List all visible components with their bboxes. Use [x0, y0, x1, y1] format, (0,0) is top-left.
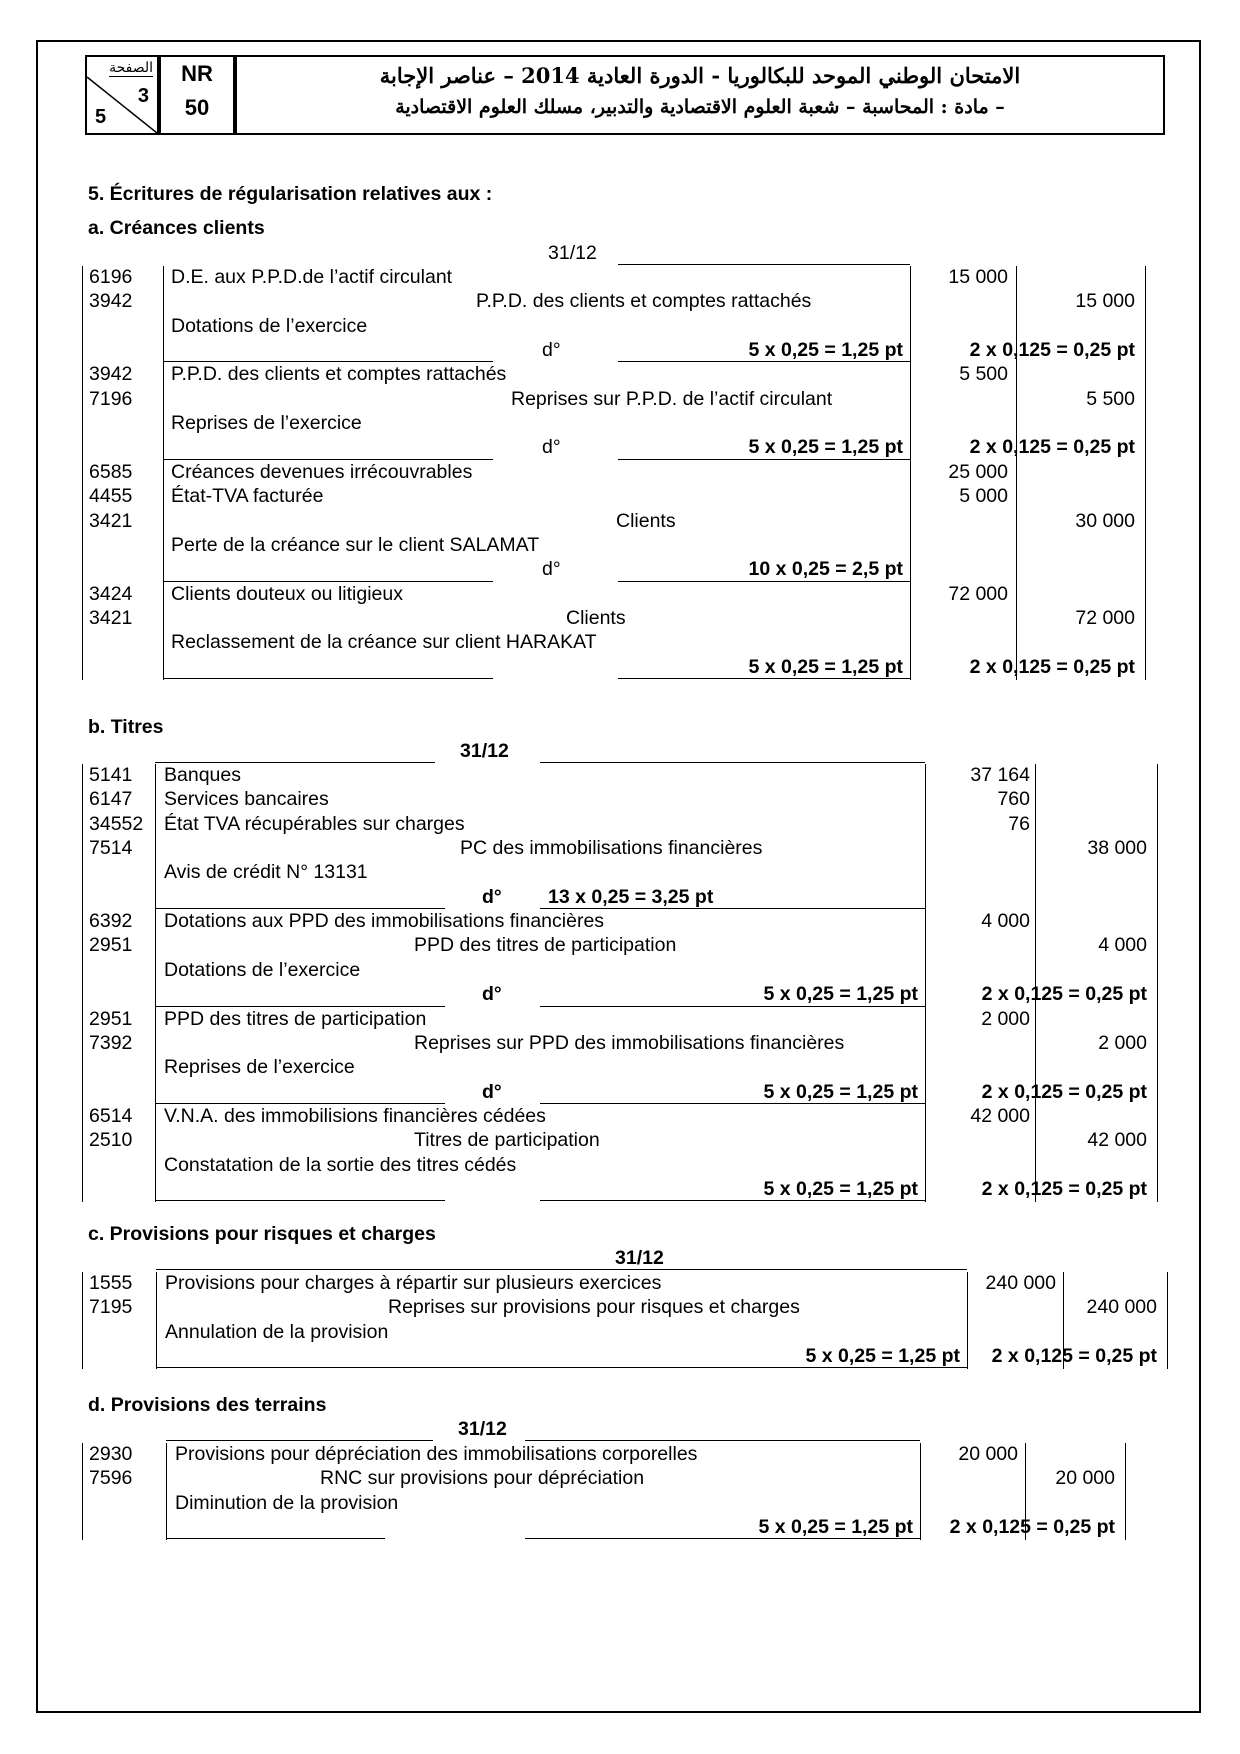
ditto-mark: d°: [482, 885, 502, 908]
entry-separator-left: [166, 1538, 385, 1539]
entry-separator-left: [155, 1006, 445, 1007]
section-c-date-line-right: [550, 1269, 967, 1270]
section-b-label-line: [155, 764, 156, 1202]
entry-label: Titres de participation: [414, 1129, 600, 1152]
entry-label: Perte de la créance sur le client SALAMAT: [171, 533, 540, 556]
entry-separator-right: [550, 1367, 967, 1368]
account-number: 6196: [89, 266, 133, 288]
score-secondary: 2 x 0,125 = 0,25 pt: [981, 983, 1147, 1006]
page-label: الصفحة: [109, 59, 153, 75]
entry-separator-right: [540, 1103, 925, 1104]
entry-label: Diminution de la provision: [175, 1491, 399, 1514]
section-c-right-line: [1167, 1272, 1168, 1369]
debit-amount: 20 000: [958, 1443, 1018, 1465]
entry-label: Banques: [164, 764, 241, 786]
credit-amount: 38 000: [1087, 837, 1147, 860]
entry-label: D.E. aux P.P.D.de l’actif circulant: [171, 266, 453, 288]
credit-amount: 72 000: [1075, 606, 1135, 629]
section-b-debit-line: [925, 764, 926, 1202]
debit-amount: 240 000: [985, 1272, 1056, 1294]
entry-label: Reprises sur P.P.D. de l’actif circulant: [511, 387, 833, 410]
section-a-debit-line: [910, 266, 911, 680]
entry-label: Dotations de l’exercice: [164, 958, 361, 981]
entry-separator-left: [156, 1367, 550, 1368]
account-number: 7596: [89, 1467, 133, 1490]
account-number: 3421: [89, 606, 133, 629]
page-total: 5: [95, 106, 107, 128]
account-number: 7195: [89, 1296, 133, 1319]
entry-label: Clients: [566, 606, 626, 629]
section-d-label-line: [166, 1443, 167, 1540]
credit-amount: 20 000: [1055, 1467, 1115, 1490]
entry-label: V.N.A. des immobilisions financières cédées: [164, 1104, 546, 1127]
entry-separator-left: [163, 459, 493, 460]
debit-amount: 4 000: [981, 910, 1030, 933]
account-number: 3942: [89, 363, 133, 386]
debit-amount: 42 000: [970, 1104, 1030, 1127]
credit-amount: 4 000: [1098, 934, 1147, 957]
page-number-box: [85, 55, 159, 135]
credit-amount: 240 000: [1086, 1296, 1157, 1319]
section-b-date: 31/12: [460, 740, 509, 762]
entry-separator-left: [155, 1103, 445, 1104]
account-number: 5141: [89, 764, 133, 786]
entry-label: P.P.D. des clients et comptes rattachés: [171, 363, 507, 386]
score: 5 x 0,25 = 1,25 pt: [748, 655, 903, 678]
score-secondary: 2 x 0,125 = 0,25 pt: [949, 1516, 1115, 1539]
debit-amount: 5 000: [959, 485, 1008, 508]
score-secondary: 2 x 0,125 = 0,25 pt: [981, 1177, 1147, 1200]
entry-label: PC des immobilisations financières: [460, 837, 763, 860]
account-number: 4455: [89, 485, 133, 508]
entry-separator-right: [618, 361, 910, 362]
ditto-mark: d°: [482, 1080, 502, 1103]
entry-label: Reprises de l’exercice: [164, 1056, 355, 1079]
score-secondary: 2 x 0,125 = 0,25 pt: [969, 655, 1135, 678]
section-d-debit-line: [920, 1443, 921, 1540]
section-a-right-line: [1145, 266, 1146, 680]
debit-amount: 15 000: [948, 266, 1008, 288]
section-d-margin-line: [82, 1443, 83, 1540]
entry-label: Clients douteux ou litigieux: [171, 582, 403, 605]
credit-amount: 15 000: [1075, 290, 1135, 313]
ditto-mark: d°: [482, 983, 502, 1006]
entry-separator-right: [618, 581, 910, 582]
account-number: 6147: [89, 788, 133, 811]
section-title: 5. Écritures de régularisation relatives aux :: [88, 183, 493, 205]
entry-label: Créances devenues irrécouvrables: [171, 460, 473, 483]
entry-label: PPD des titres de participation: [164, 1007, 427, 1030]
score: 5 x 0,25 = 1,25 pt: [763, 1177, 918, 1200]
score-secondary: 2 x 0,125 = 0,25 pt: [969, 339, 1135, 362]
entry-separator-right: [525, 1538, 920, 1539]
entry-separator-right: [618, 459, 910, 460]
credit-amount: 2 000: [1098, 1031, 1147, 1054]
exam-code-line2: 50: [184, 95, 210, 120]
section-c-date: 31/12: [615, 1247, 664, 1269]
entry-label: Clients: [616, 509, 676, 532]
account-number: 2930: [89, 1443, 133, 1465]
section-c-label-line: [156, 1272, 157, 1369]
exam-title-line2: – مادة : المحاسبة – شعبة العلوم الاقتصادية والتدبير، مسلك العلوم الاقتصادية: [395, 96, 1005, 118]
entry-separator-right: [540, 1006, 925, 1007]
score: 5 x 0,25 = 1,25 pt: [805, 1345, 960, 1368]
section-b-right-line: [1157, 764, 1158, 1202]
entry-label: Provisions pour dépréciation des immobilisations corporelles: [175, 1443, 698, 1465]
account-number: 7514: [89, 837, 133, 860]
score: 10 x 0,25 = 2,5 pt: [748, 558, 903, 581]
account-number: 34552: [89, 812, 144, 835]
section-c-title: c. Provisions pour risques et charges: [88, 1223, 436, 1245]
entry-label: Provisions pour charges à répartir sur plusieurs exercices: [165, 1272, 662, 1294]
entry-label: Services bancaires: [164, 788, 329, 811]
entry-label: Annulation de la provision: [165, 1320, 389, 1343]
ditto-mark: d°: [542, 558, 561, 581]
debit-amount: 76: [1008, 812, 1030, 835]
account-number: 6392: [89, 910, 133, 933]
section-a-credit-line: [1016, 266, 1017, 680]
account-number: 7392: [89, 1031, 133, 1054]
debit-amount: 72 000: [948, 582, 1008, 605]
section-a-date-line-right: [618, 264, 910, 265]
entry-label: PPD des titres de participation: [414, 934, 677, 957]
entry-label: P.P.D. des clients et comptes rattachés: [476, 290, 812, 313]
score-secondary: 2 x 0,125 = 0,25 pt: [991, 1345, 1157, 1368]
debit-amount: 25 000: [948, 460, 1008, 483]
credit-amount: 5 500: [1086, 387, 1135, 410]
section-b-margin-line: [82, 764, 83, 1202]
entry-separator-left: [163, 581, 493, 582]
entry-label: Reclassement de la créance sur client HARAKAT: [171, 631, 597, 654]
account-number: 3421: [89, 509, 133, 532]
section-d-date-line-left: [166, 1440, 433, 1441]
account-number: 3942: [89, 290, 133, 313]
exam-title-line1: الامتحان الوطني الموحد للبكالوريا - الدورة العادية 2014 – عناصر الإجابة: [379, 63, 1021, 88]
entry-separator-left: [163, 361, 493, 362]
account-number: 2510: [89, 1129, 133, 1152]
account-number: 3424: [89, 582, 133, 605]
entry-label: Reprises sur provisions pour risques et charges: [388, 1296, 800, 1319]
entry-label: État-TVA facturée: [171, 485, 324, 508]
section-b-date-line-right: [540, 762, 925, 763]
exam-code-box: [159, 55, 235, 135]
entry-separator-right: [540, 908, 925, 909]
section-d-date-line-right: [525, 1440, 920, 1441]
section-a-date: 31/12: [548, 242, 597, 264]
account-number: 6514: [89, 1104, 133, 1127]
exam-title-box: [235, 55, 1165, 135]
entry-label: Constatation de la sortie des titres cédés: [164, 1153, 517, 1176]
ditto-mark: d°: [542, 339, 561, 362]
debit-amount: 37 164: [970, 764, 1030, 786]
section-a-title: a. Créances clients: [88, 217, 265, 239]
account-number: 6585: [89, 460, 133, 483]
entry-separator-left: [155, 908, 445, 909]
entry-separator-left: [155, 1200, 445, 1201]
section-a-margin-line: [82, 266, 83, 680]
page-current: 3: [137, 85, 149, 107]
score: 5 x 0,25 = 1,25 pt: [763, 983, 918, 1006]
section-d-date: 31/12: [458, 1418, 507, 1440]
account-number: 1555: [89, 1272, 133, 1294]
score: 5 x 0,25 = 1,25 pt: [763, 1080, 918, 1103]
entry-separator-right: [618, 678, 910, 679]
entry-label: Avis de crédit N° 13131: [164, 861, 368, 884]
entry-label: Dotations de l’exercice: [171, 314, 368, 337]
score: 5 x 0,25 = 1,25 pt: [748, 339, 903, 362]
debit-amount: 2 000: [981, 1007, 1030, 1030]
section-c-date-line-left: [156, 1269, 590, 1270]
entry-label: Reprises sur PPD des immobilisations financières: [414, 1031, 845, 1054]
section-d-right-line: [1125, 1443, 1126, 1540]
score-secondary: 2 x 0,125 = 0,25 pt: [969, 436, 1135, 459]
ditto-mark: d°: [542, 436, 561, 459]
credit-amount: 42 000: [1087, 1129, 1147, 1152]
entry-label: Dotations aux PPD des immobilisations financières: [164, 910, 605, 933]
section-b-date-line-left: [155, 762, 435, 763]
score: 13 x 0,25 = 3,25 pt: [548, 885, 714, 908]
entry-label: RNC sur provisions pour dépréciation: [320, 1467, 645, 1490]
entry-label: État TVA récupérables sur charges: [164, 812, 465, 835]
section-a-label-line: [163, 266, 164, 680]
score: 5 x 0,25 = 1,25 pt: [748, 436, 903, 459]
exam-code-line1: NR: [181, 61, 213, 86]
account-number: 7196: [89, 387, 133, 410]
account-number: 2951: [89, 1007, 133, 1030]
section-b-title: b. Titres: [88, 716, 164, 738]
score: 5 x 0,25 = 1,25 pt: [758, 1516, 913, 1539]
entry-label: Reprises de l’exercice: [171, 412, 362, 435]
debit-amount: 5 500: [959, 363, 1008, 386]
entry-separator-left: [163, 678, 493, 679]
entry-separator-right: [540, 1200, 925, 1201]
score-secondary: 2 x 0,125 = 0,25 pt: [981, 1080, 1147, 1103]
credit-amount: 30 000: [1075, 509, 1135, 532]
debit-amount: 760: [997, 788, 1030, 811]
account-number: 2951: [89, 934, 133, 957]
section-d-title: d. Provisions des terrains: [88, 1394, 327, 1416]
section-c-debit-line: [967, 1272, 968, 1369]
section-c-margin-line: [82, 1272, 83, 1369]
